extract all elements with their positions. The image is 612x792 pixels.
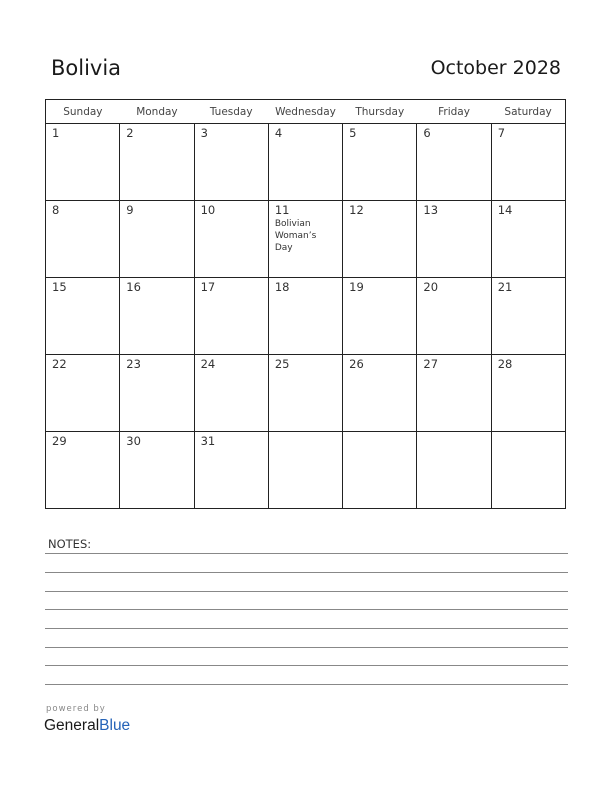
- day-number: 9: [126, 203, 134, 217]
- day-number: 22: [52, 357, 67, 371]
- day-cell[interactable]: [417, 355, 491, 432]
- day-number: 13: [423, 203, 439, 217]
- day-cell[interactable]: [417, 278, 491, 355]
- day-number: 27: [423, 357, 439, 371]
- day-number: 20: [423, 280, 439, 294]
- day-cell[interactable]: [46, 355, 120, 432]
- day-number: 28: [497, 357, 513, 371]
- day-number: 7: [497, 126, 506, 140]
- weekday-tuesday: Tuesday: [194, 100, 268, 124]
- day-cell[interactable]: [491, 124, 565, 201]
- day-cell[interactable]: [46, 278, 120, 355]
- weekday-thursday: Thursday: [343, 100, 417, 124]
- week-row: [46, 432, 566, 509]
- day-cell[interactable]: [491, 355, 565, 432]
- day-cell[interactable]: [343, 201, 417, 278]
- day-cell[interactable]: [268, 432, 342, 509]
- day-number: 12: [349, 203, 364, 217]
- weekday-wednesday: Wednesday: [268, 100, 342, 124]
- notes-label: NOTES:: [48, 537, 92, 551]
- day-cell[interactable]: [120, 278, 194, 355]
- brand-blue-text: Blue: [99, 717, 131, 734]
- day-number: 18: [274, 280, 290, 294]
- day-cell[interactable]: [343, 355, 417, 432]
- note-line[interactable]: [45, 684, 568, 685]
- day-cell[interactable]: [417, 432, 491, 509]
- day-cell[interactable]: [491, 278, 565, 355]
- day-cell[interactable]: [194, 432, 268, 509]
- day-cell[interactable]: [46, 432, 120, 509]
- day-number: 19: [349, 280, 364, 294]
- day-number: 17: [200, 280, 216, 294]
- day-cell[interactable]: [268, 201, 342, 278]
- generalblue-logo[interactable]: [44, 717, 130, 735]
- week-row: [46, 201, 566, 278]
- day-cell[interactable]: [491, 432, 565, 509]
- day-cell[interactable]: [417, 124, 491, 201]
- day-cell[interactable]: [120, 124, 194, 201]
- day-number: 4: [274, 126, 283, 140]
- day-number: 6: [423, 126, 431, 140]
- day-number: 30: [126, 434, 141, 448]
- day-number: 15: [52, 280, 67, 294]
- note-line[interactable]: [45, 591, 568, 592]
- day-number: 14: [497, 203, 513, 217]
- note-line[interactable]: [45, 553, 568, 554]
- day-number: [269, 432, 342, 434]
- day-cell[interactable]: [343, 278, 417, 355]
- week-row: [46, 124, 566, 201]
- day-number: 1: [52, 126, 60, 140]
- day-cell[interactable]: [343, 124, 417, 201]
- day-cell[interactable]: [491, 201, 565, 278]
- day-cell[interactable]: [46, 201, 120, 278]
- weekday-sunday: Sunday: [46, 100, 120, 124]
- week-row: [46, 355, 566, 432]
- day-cell[interactable]: [417, 201, 491, 278]
- note-line[interactable]: [45, 665, 568, 666]
- day-cell[interactable]: [120, 201, 194, 278]
- day-number: 8: [52, 203, 60, 217]
- powered-by-text: powered by: [46, 704, 106, 714]
- day-number: 10: [200, 203, 216, 217]
- note-line[interactable]: [45, 628, 568, 629]
- day-number: 16: [126, 280, 141, 294]
- day-cell[interactable]: [46, 124, 120, 201]
- day-cell[interactable]: [343, 432, 417, 509]
- weekday-friday: Friday: [417, 100, 491, 124]
- day-number: [343, 432, 416, 434]
- day-cell[interactable]: [194, 355, 268, 432]
- day-number: [417, 432, 490, 434]
- note-line[interactable]: [45, 609, 568, 610]
- calendar-grid: [45, 99, 566, 509]
- weekday-monday: Monday: [120, 100, 194, 124]
- note-line[interactable]: [45, 647, 568, 648]
- day-cell[interactable]: [268, 355, 342, 432]
- country-title: Bolivia: [51, 56, 122, 80]
- day-number: 5: [349, 126, 357, 140]
- day-number: 2: [126, 126, 134, 140]
- week-row: [46, 278, 566, 355]
- day-number: 11: [274, 203, 290, 217]
- day-number: 29: [52, 434, 67, 448]
- day-cell[interactable]: [194, 201, 268, 278]
- brand-general-text: General: [44, 717, 100, 734]
- day-number: 23: [126, 357, 141, 371]
- month-year-title: October 2028: [430, 57, 561, 79]
- day-cell[interactable]: [268, 278, 342, 355]
- day-number: 31: [200, 434, 216, 448]
- weekday-saturday: Saturday: [491, 100, 565, 124]
- day-cell[interactable]: [194, 278, 268, 355]
- day-number: 25: [274, 357, 290, 371]
- day-number: 24: [200, 357, 216, 371]
- holiday-label: Bolivian Woman’s Day: [274, 219, 317, 253]
- day-number: [492, 432, 565, 434]
- day-number: 21: [497, 280, 513, 294]
- note-line[interactable]: [45, 572, 568, 573]
- weekday-header-row: [46, 100, 566, 124]
- day-cell[interactable]: [120, 355, 194, 432]
- day-cell[interactable]: [268, 124, 342, 201]
- day-number: 3: [200, 126, 208, 140]
- day-cell[interactable]: [120, 432, 194, 509]
- day-number: 26: [349, 357, 364, 371]
- day-cell[interactable]: [194, 124, 268, 201]
